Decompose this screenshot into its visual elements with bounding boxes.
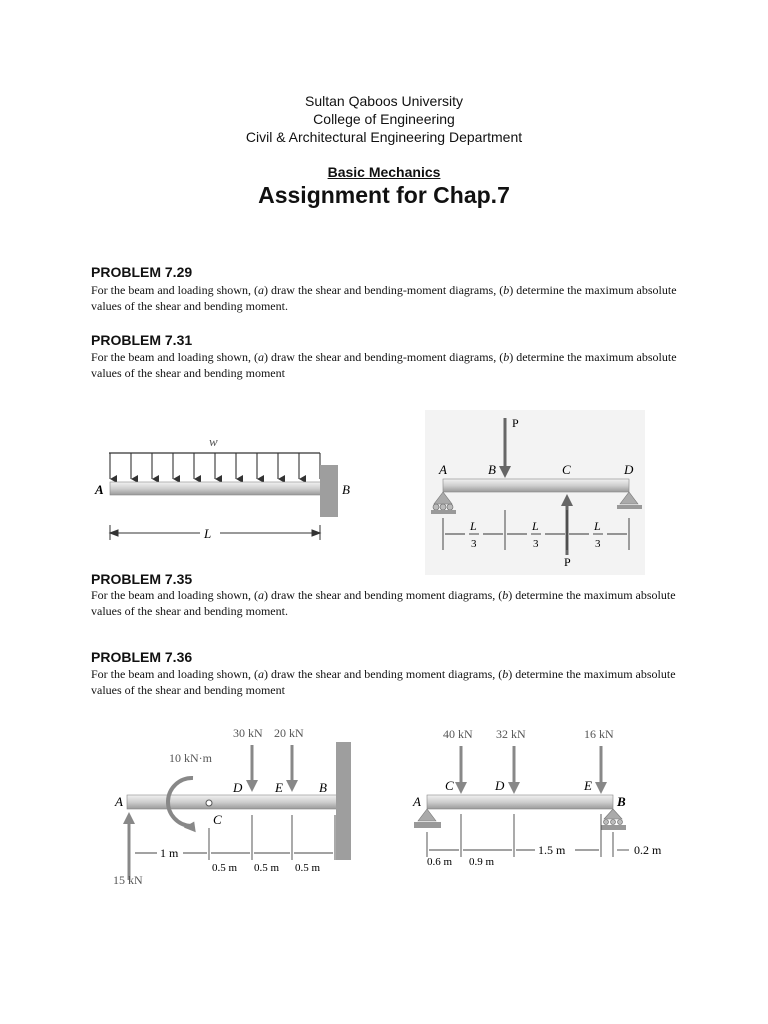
point-label-e: E [584,778,592,793]
figure-background [425,410,645,575]
moment-label: 10 kN·m [169,751,212,765]
force-label-20kn: 20 kN [274,726,304,740]
roller-support [604,809,622,819]
reaction-label: 15 kN [113,873,143,887]
figure-7-35 [105,720,365,895]
point-label-c: C [213,812,222,827]
dimension-1m: 1 m [160,846,179,860]
statement-part: ) draw the shear and bending moment diagrams, ( [263,667,503,681]
dimension-label-l: L [204,526,212,541]
statement-part: a [257,283,264,297]
ground [617,505,642,509]
problem-heading: PROBLEM 7.29 [91,264,193,280]
arrowhead [595,782,607,794]
department-name: Civil & Architectural Engineering Department [245,129,523,145]
fraction-numerator: L [594,519,601,533]
point-label-a: A [439,462,447,477]
statement-part: a [257,667,264,681]
point-label-b: B [319,780,327,795]
point-label-d: D [624,462,634,477]
problem-statement [91,666,691,698]
statement-part: b [503,350,510,364]
beam [443,479,629,492]
ground [601,825,626,830]
dimension-0-5m: 0.5 m [212,862,238,874]
point-label-a: A [413,794,421,809]
statement-part: ) determine the maximum absolute values of the shear and bending moment. [91,588,676,618]
problem-heading: PROBLEM 7.35 [91,571,193,587]
ground [431,510,456,514]
statement-part: a [257,588,264,602]
fraction-numerator: L [470,519,477,533]
figure-7-29 [90,425,370,550]
document-header [0,92,768,146]
point-label-e: E [275,780,283,795]
roller-wheels [604,820,623,825]
dimension-1-5m: 1.5 m [538,843,566,857]
wall-support [320,465,338,517]
force-label-32kn: 32 kN [496,727,526,741]
arrowhead [246,780,258,792]
ground [414,822,441,828]
load-label-w: w [209,434,218,449]
point-label-c: C [445,778,454,793]
statement-part: ) draw the shear and bending-moment diagrams, ( [263,350,504,364]
beam [127,795,342,809]
problem-statement [91,282,691,314]
problem-heading: PROBLEM 7.36 [91,649,193,665]
statement-part: For the beam and loading shown, ( [91,667,258,681]
statement-part: For the beam and loading shown, ( [91,350,258,364]
problem-statement [91,349,691,381]
point-label-d: D [495,778,505,793]
pin-support [418,809,436,821]
dimension-0-6m: 0.6 m [427,856,453,868]
statement-part: a [257,350,264,364]
statement-part: For the beam and loading shown, ( [91,588,258,602]
dimension-line [110,525,320,540]
point-label-b: B [342,482,350,497]
problem-heading: PROBLEM 7.31 [91,332,193,348]
dimension-0-5m: 0.5 m [295,862,321,874]
load-label-p-bottom: P [564,555,571,569]
figure-7-31 [425,410,645,575]
assignment-title: Assignment for Chap.7 [258,182,510,208]
college-name: College of Engineering [313,111,455,127]
dimension-0-5m: 0.5 m [254,862,280,874]
dimension-0-9m: 0.9 m [469,856,495,868]
fraction-denominator: 3 [471,538,477,550]
dimension-0-2m: 0.2 m [634,843,662,857]
fraction-numerator: L [532,519,539,533]
arrowhead [508,782,520,794]
beam [110,482,330,495]
point-label-d: D [233,780,243,795]
statement-part: ) determine the maximum absolute values of the shear and bending moment [91,667,676,697]
arrowhead [286,780,298,792]
beam [427,795,613,809]
point-label-a: A [95,482,104,497]
arrowhead [123,812,135,824]
statement-part: ) determine the maximum absolute values of the shear and bending moment. [91,283,677,313]
problem-statement [91,587,691,619]
point-c-marker [206,800,212,806]
arrowhead [455,782,467,794]
roller-wheels [433,504,453,510]
statement-part: b [502,588,509,602]
distributed-load-arrows [110,453,320,479]
dimension-lines [427,814,629,857]
statement-part: b [503,283,510,297]
point-label-b: B [488,462,496,477]
force-label-30kn: 30 kN [233,726,263,740]
course-name: Basic Mechanics [327,164,441,180]
wall-support [336,742,351,860]
statement-part: ) determine the maximum absolute values of the shear and bending moment [91,350,677,380]
statement-part: ) draw the shear and bending moment diagrams, ( [263,588,503,602]
statement-part: b [502,667,509,681]
point-label-c: C [562,462,571,477]
force-label-16kn: 16 kN [584,727,614,741]
fraction-denominator: 3 [595,538,601,550]
point-label-b: B [617,794,626,809]
statement-part: For the beam and loading shown, ( [91,283,258,297]
force-label-40kn: 40 kN [443,727,473,741]
university-name: Sultan Qaboos University [305,93,463,109]
fraction-denominator: 3 [533,538,539,550]
figure-7-36 [405,722,675,872]
load-label-p-top: P [512,416,519,430]
statement-part: ) draw the shear and bending-moment diagrams, ( [263,283,504,297]
point-label-a: A [115,794,123,809]
